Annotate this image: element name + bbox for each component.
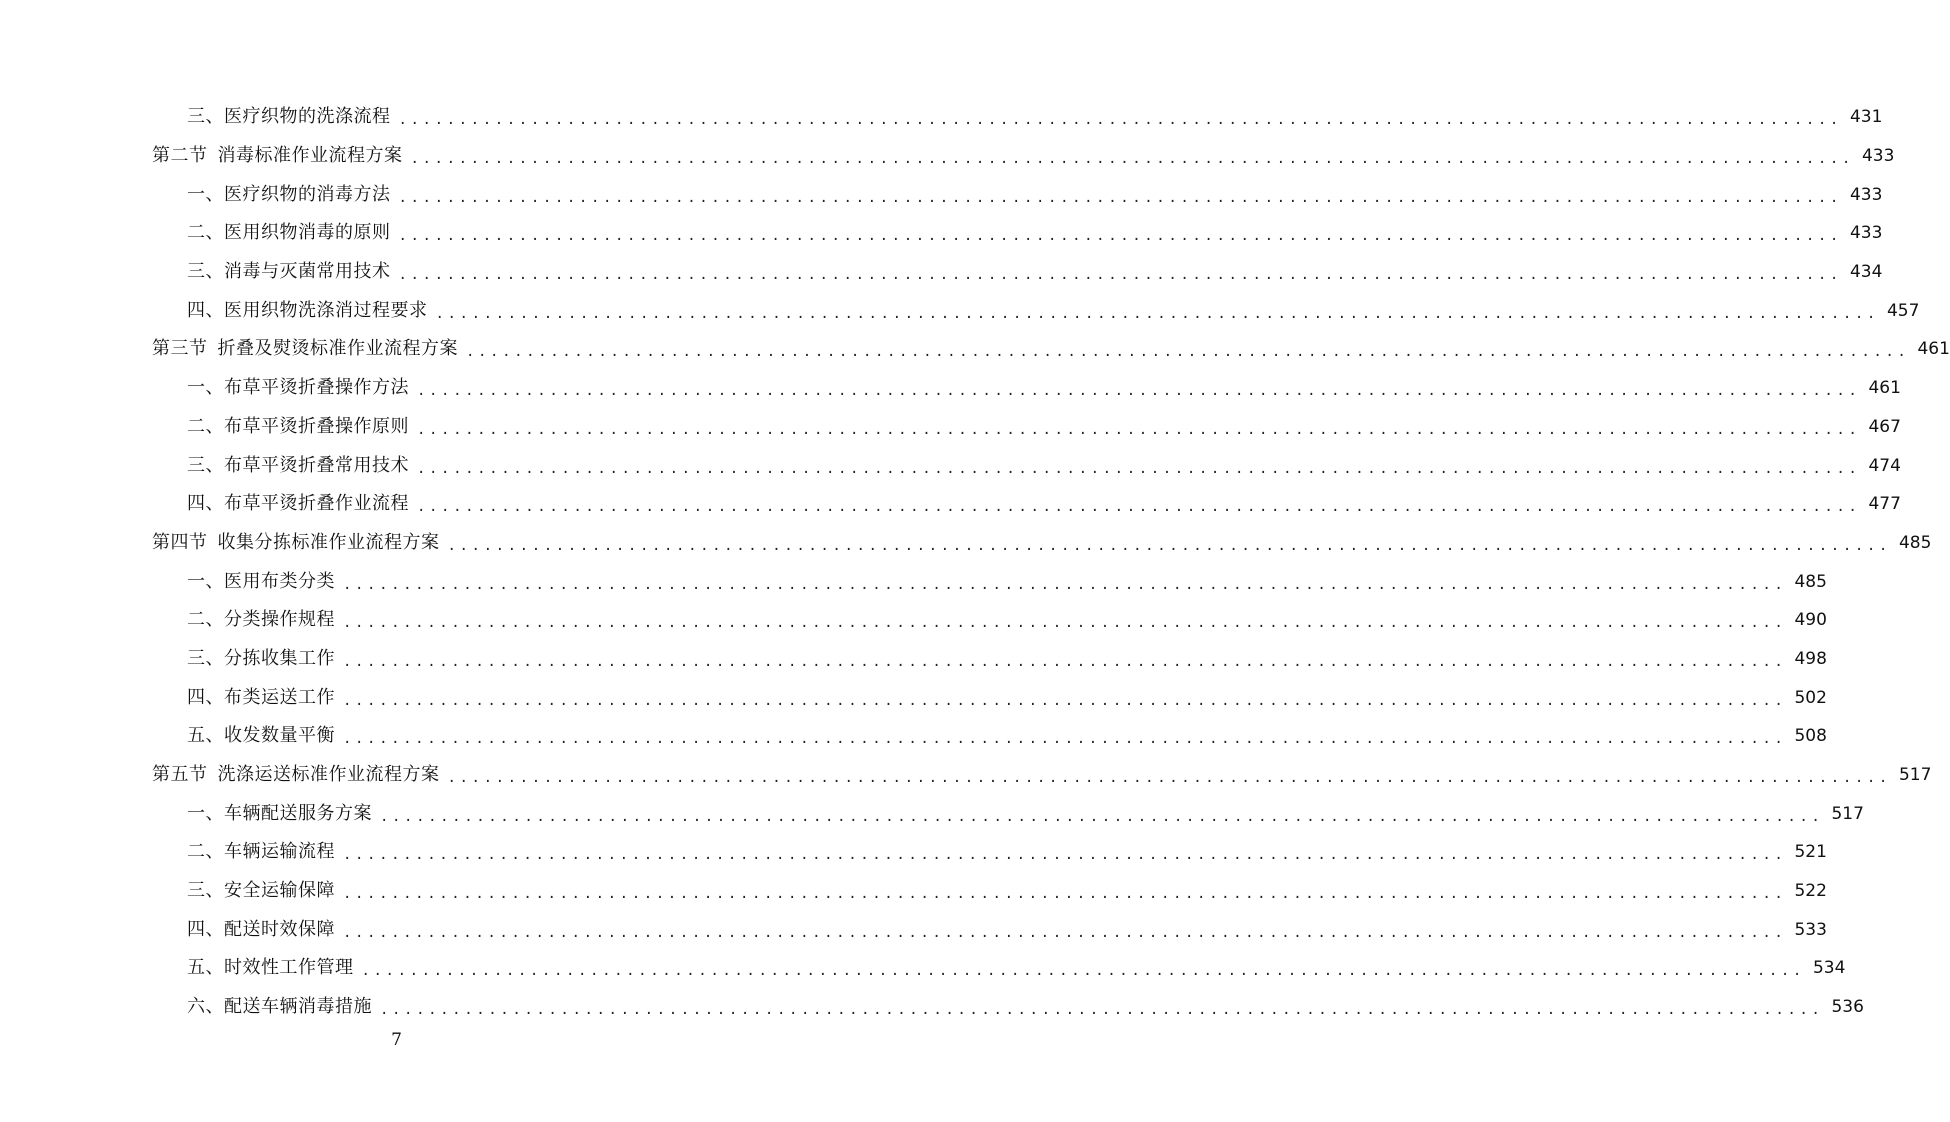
toc-entry-label: [152, 532, 440, 554]
toc-entry-label: [187, 300, 428, 322]
toc-dot-leader: ........................................................................................................................: [417, 460, 1861, 477]
toc-entry-title: 消毒与灭菌常用技术: [224, 261, 391, 283]
toc-subsection-entry[interactable]: [0, 485, 1901, 524]
toc-entry-page-number: 490: [1794, 610, 1827, 631]
toc-entry-page-number: 433: [1861, 146, 1895, 167]
toc-dot-leader: ........................................................................................................................: [447, 537, 1891, 554]
toc-subsection-entry[interactable]: [0, 988, 1864, 1027]
toc-entry-number: 一、: [187, 802, 224, 824]
toc-entry-title: 布草平烫折叠作业流程: [224, 493, 409, 515]
toc-entry-page-number: 534: [1812, 958, 1846, 979]
toc-entry-label: [187, 919, 335, 941]
toc-entry-page-number: 508: [1794, 726, 1827, 747]
toc-entry-page-number: 517: [1898, 765, 1932, 786]
toc-entry-title: 消毒标准作业流程方案: [217, 145, 403, 167]
toc-entry-number: 二、: [187, 415, 224, 437]
toc-entry-number: 六、: [187, 996, 224, 1018]
toc-subsection-entry[interactable]: [0, 446, 1901, 485]
toc-dot-leader: ........................................................................................................................: [361, 963, 1805, 980]
toc-subsection-entry[interactable]: [0, 910, 1827, 949]
toc-entry-number: 三、: [187, 647, 224, 669]
toc-entry-page-number: 461: [1868, 378, 1901, 399]
toc-dot-leader: ........................................................................................................................: [343, 886, 1787, 903]
toc-entry-number: 三、: [187, 261, 224, 283]
toc-entry-number: 四、: [187, 299, 224, 321]
toc-entry-title: 医用布类分类: [224, 570, 335, 592]
toc-entry-label: [187, 416, 409, 438]
toc-entry-label: [187, 571, 335, 593]
toc-section-entry[interactable]: [0, 137, 1895, 176]
toc-subsection-entry[interactable]: [0, 562, 1827, 601]
toc-entry-page-number: 485: [1898, 532, 1932, 553]
toc-dot-leader: ........................................................................................................................: [343, 847, 1787, 864]
toc-entry-number: 四、: [187, 493, 224, 515]
toc-entry-page-number: 433: [1849, 223, 1883, 244]
toc-entry-page-number: 536: [1831, 997, 1864, 1018]
toc-entry-title: 时效性工作管理: [224, 957, 354, 979]
toc-entry-label: [187, 957, 354, 979]
toc-entry-number: 四、: [187, 686, 224, 708]
toc-subsection-entry[interactable]: [0, 640, 1827, 679]
toc-dot-leader: ........................................................................................................................: [343, 924, 1787, 941]
toc-entry-label: [187, 609, 335, 631]
toc-entry-number: 一、: [187, 570, 224, 592]
toc-entry-page-number: 434: [1849, 262, 1883, 283]
toc-dot-leader: ........................................................................................................................: [466, 344, 1910, 361]
toc-subsection-entry[interactable]: [0, 833, 1827, 872]
toc-entry-page-number: 498: [1794, 648, 1827, 669]
toc-dot-leader: ........................................................................................................................: [343, 615, 1787, 632]
toc-entry-page-number: 461: [1917, 339, 1950, 360]
toc-entry-title: 布草平烫折叠操作方法: [224, 377, 409, 399]
toc-dot-leader: ........................................................................................................................: [410, 151, 1854, 168]
toc-section-entry[interactable]: [0, 524, 1932, 563]
toc-entry-page-number: 521: [1794, 842, 1827, 863]
toc-entry-page-number: 502: [1794, 687, 1827, 708]
toc-entry-label: [187, 687, 335, 709]
toc-entry-title: 收发数量平衡: [224, 725, 335, 747]
toc-entry-number: 三、: [187, 106, 224, 128]
toc-entry-label: [187, 377, 409, 399]
toc-dot-leader: ........................................................................................................................: [343, 576, 1787, 593]
toc-entry-label: [187, 841, 335, 863]
toc-entry-label: [187, 493, 409, 515]
toc-entry-label: [187, 996, 372, 1018]
toc-entry-title: 医用织物洗涤消过程要求: [224, 299, 428, 321]
toc-entry-page-number: 474: [1868, 455, 1901, 476]
toc-section-entry[interactable]: [0, 756, 1932, 795]
toc-entry-title: 折叠及熨烫标准作业流程方案: [217, 338, 458, 360]
toc-entry-number: 第三节: [152, 338, 208, 360]
toc-subsection-entry[interactable]: [0, 678, 1827, 717]
toc-entry-title: 配送车辆消毒措施: [224, 996, 372, 1018]
toc-entry-title: 医用织物消毒的原则: [224, 222, 391, 244]
toc-dot-leader: ........................................................................................................................: [398, 228, 1842, 245]
toc-entry-title: 分拣收集工作: [224, 647, 335, 669]
toc-entry-label: [187, 106, 391, 128]
toc-entry-title: 车辆运输流程: [224, 841, 335, 863]
toc-entry-page-number: 485: [1794, 571, 1827, 592]
toc-entry-number: 二、: [187, 222, 224, 244]
table-of-contents: [0, 98, 1950, 1027]
toc-dot-leader: ........................................................................................................................: [398, 189, 1842, 206]
toc-entry-title: 安全运输保障: [224, 880, 335, 902]
toc-entry-label: [187, 455, 409, 477]
toc-subsection-entry[interactable]: [0, 291, 1920, 330]
toc-entry-number: 三、: [187, 880, 224, 902]
toc-entry-label: [187, 648, 335, 670]
toc-entry-label: [152, 338, 458, 360]
toc-section-entry[interactable]: [0, 330, 1950, 369]
toc-entry-number: 五、: [187, 725, 224, 747]
toc-entry-number: 二、: [187, 609, 224, 631]
toc-entry-title: 布草平烫折叠操作原则: [224, 415, 409, 437]
toc-entry-page-number: 517: [1831, 803, 1864, 824]
toc-entry-label: [152, 145, 403, 167]
toc-dot-leader: ........................................................................................................................: [398, 112, 1842, 129]
toc-entry-number: 三、: [187, 454, 224, 476]
toc-subsection-entry[interactable]: [0, 408, 1901, 447]
toc-dot-leader: ........................................................................................................................: [435, 305, 1879, 322]
toc-entry-title: 配送时效保障: [224, 918, 335, 940]
toc-subsection-entry[interactable]: [0, 214, 1883, 253]
toc-entry-page-number: 467: [1868, 416, 1901, 437]
toc-subsection-entry[interactable]: [0, 601, 1827, 640]
toc-entry-label: [187, 222, 391, 244]
toc-entry-label: [152, 764, 440, 786]
toc-subsection-entry[interactable]: [0, 949, 1846, 988]
toc-entry-label: [187, 803, 372, 825]
toc-subsection-entry[interactable]: [0, 872, 1827, 911]
toc-entry-title: 布类运送工作: [224, 686, 335, 708]
toc-entry-label: [187, 725, 335, 747]
toc-subsection-entry[interactable]: [0, 175, 1883, 214]
toc-entry-number: 四、: [187, 918, 224, 940]
toc-entry-number: 五、: [187, 957, 224, 979]
toc-entry-page-number: 477: [1868, 494, 1901, 515]
page-number: 7: [391, 1030, 402, 1050]
toc-entry-title: 收集分拣标准作业流程方案: [217, 531, 440, 553]
toc-entry-number: 一、: [187, 377, 224, 399]
toc-entry-page-number: 522: [1794, 881, 1827, 902]
toc-subsection-entry[interactable]: [0, 717, 1827, 756]
toc-entry-number: 第二节: [152, 145, 208, 167]
toc-dot-leader: ........................................................................................................................: [417, 383, 1861, 400]
toc-subsection-entry[interactable]: [0, 253, 1883, 292]
toc-dot-leader: ........................................................................................................................: [417, 421, 1861, 438]
toc-entry-number: 第四节: [152, 531, 208, 553]
toc-subsection-entry[interactable]: [0, 369, 1901, 408]
toc-entry-title: 布草平烫折叠常用技术: [224, 454, 409, 476]
toc-entry-page-number: 457: [1886, 300, 1920, 321]
toc-entry-page-number: 433: [1849, 184, 1883, 205]
toc-entry-label: [187, 261, 391, 283]
toc-dot-leader: ........................................................................................................................: [417, 499, 1861, 516]
toc-entry-title: 医疗织物的消毒方法: [224, 183, 391, 205]
toc-dot-leader: ........................................................................................................................: [343, 653, 1787, 670]
toc-dot-leader: ........................................................................................................................: [343, 692, 1787, 709]
toc-entry-page-number: 431: [1849, 107, 1883, 128]
toc-dot-leader: ........................................................................................................................: [380, 1002, 1824, 1019]
toc-entry-number: 一、: [187, 183, 224, 205]
toc-entry-title: 车辆配送服务方案: [224, 802, 372, 824]
toc-entry-page-number: 533: [1794, 919, 1827, 940]
toc-dot-leader: ........................................................................................................................: [343, 731, 1787, 748]
toc-entry-label: [187, 184, 391, 206]
toc-dot-leader: ........................................................................................................................: [398, 267, 1842, 284]
toc-entry-number: 第五节: [152, 764, 208, 786]
toc-dot-leader: ........................................................................................................................: [380, 808, 1824, 825]
toc-entry-label: [187, 880, 335, 902]
toc-entry-title: 分类操作规程: [224, 609, 335, 631]
toc-entry-title: 洗涤运送标准作业流程方案: [217, 764, 440, 786]
toc-dot-leader: ........................................................................................................................: [447, 770, 1891, 787]
toc-entry-number: 二、: [187, 841, 224, 863]
toc-entry-title: 医疗织物的洗涤流程: [224, 106, 391, 128]
toc-subsection-entry[interactable]: [0, 794, 1864, 833]
toc-subsection-entry[interactable]: [0, 98, 1883, 137]
